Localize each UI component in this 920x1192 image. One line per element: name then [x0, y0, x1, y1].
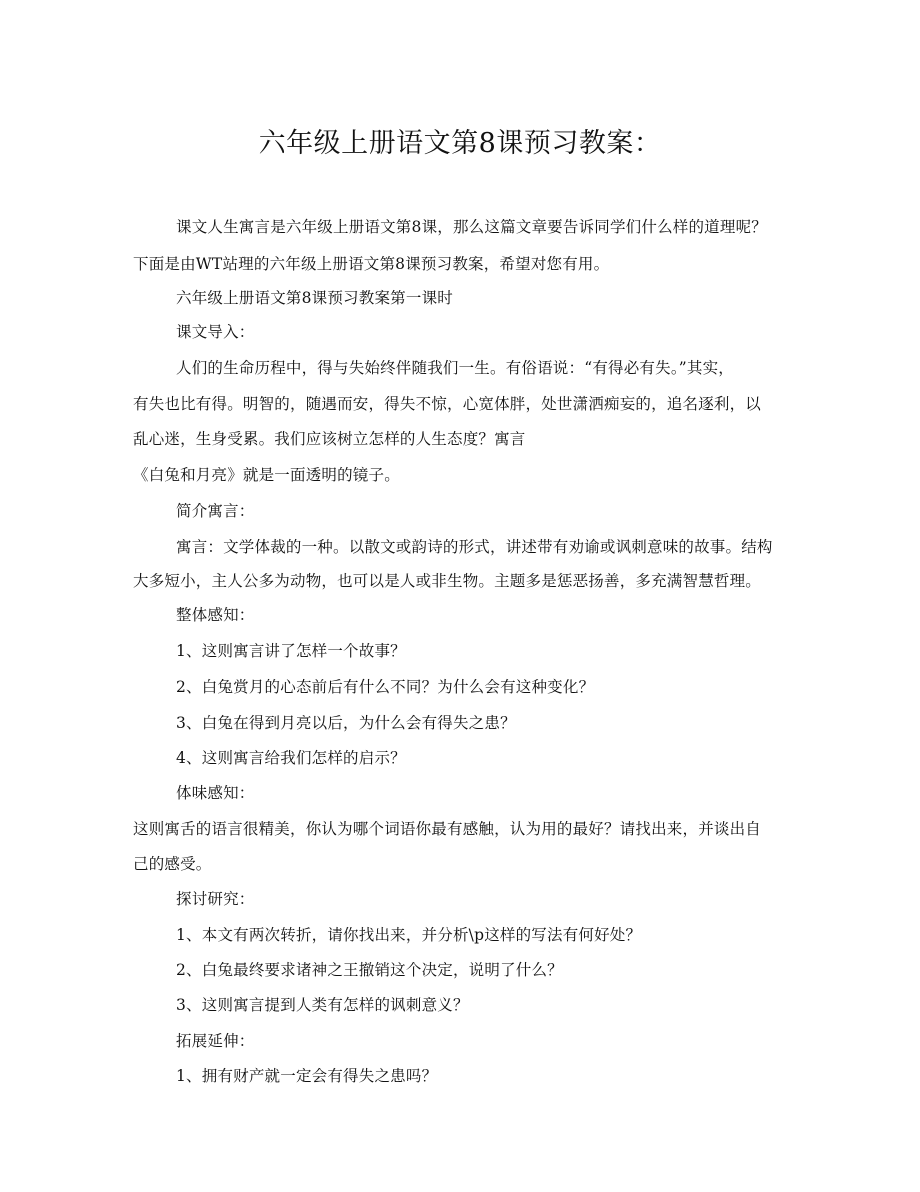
- section-heading: 课文导入：: [176, 323, 255, 341]
- question-line: 1、这则寓言讲了怎样一个故事？: [176, 642, 406, 660]
- paragraph-line: 大多短小，主人公多为动物，也可以是人或非生物。主题多是惩恶扬善，多充满智慧哲理。: [133, 572, 762, 590]
- question-line: 1、本文有两次转折，请你找出来，并分析\p这样的写法有何好处？: [176, 926, 642, 944]
- paragraph-line: 己的感受。: [133, 855, 212, 873]
- question-line: 1、拥有财产就一定会有得失之患吗？: [176, 1067, 438, 1085]
- paragraph-line: 乱心迷，生身受累。我们应该树立怎样的人生态度？寓言: [133, 430, 526, 448]
- paragraph-line: 下面是由WT站理的六年级上册语文第8课预习教案，希望对您有用。: [133, 255, 610, 273]
- question-line: 2、白兔最终要求诸神之王撤销这个决定，说明了什么？: [176, 961, 563, 979]
- section-title-line: 六年级上册语文第8课预习教案第一课时: [176, 289, 453, 307]
- section-heading: 体味感知：: [176, 784, 255, 802]
- paragraph-line: 《白兔和月亮》就是一面透明的镜子。: [133, 466, 400, 484]
- document-title: 六年级上册语文第8课预习教案：: [258, 128, 662, 159]
- paragraph-line: 有失也比有得。明智的，随遇而安，得失不惊，心宽体胖，处世潇洒痴妄的，追名逐利，以: [133, 395, 762, 413]
- paragraph-line: 课文人生寓言是六年级上册语文第8课，那么这篇文章要告诉同学们什么样的道理呢？: [176, 218, 767, 236]
- section-heading: 整体感知：: [176, 606, 255, 624]
- paragraph-line: 寓言：文学体裁的一种。以散文或韵诗的形式，讲述带有劝谕或讽刺意味的故事。结构: [176, 538, 773, 556]
- section-heading: 探讨研究：: [176, 890, 255, 908]
- paragraph-line: 人们的生命历程中，得与失始终伴随我们一生。有俗语说：“有得必有失。”其实，: [176, 359, 735, 377]
- paragraph-line: 这则寓舌的语言很精美，你认为哪个词语你最有感触，认为用的最好？请找出来，并谈出自: [133, 820, 762, 838]
- question-line: 3、这则寓言提到人类有怎样的讽刺意义？: [176, 996, 469, 1014]
- question-line: 2、白兔赏月的心态前后有什么不同？为什么会有这种变化？: [176, 678, 595, 696]
- question-line: 3、白兔在得到月亮以后，为什么会有得失之患？: [176, 714, 516, 732]
- section-heading: 简介寓言：: [176, 502, 255, 520]
- section-heading: 拓展延伸：: [176, 1032, 255, 1050]
- question-line: 4、这则寓言给我们怎样的启示？: [176, 749, 406, 767]
